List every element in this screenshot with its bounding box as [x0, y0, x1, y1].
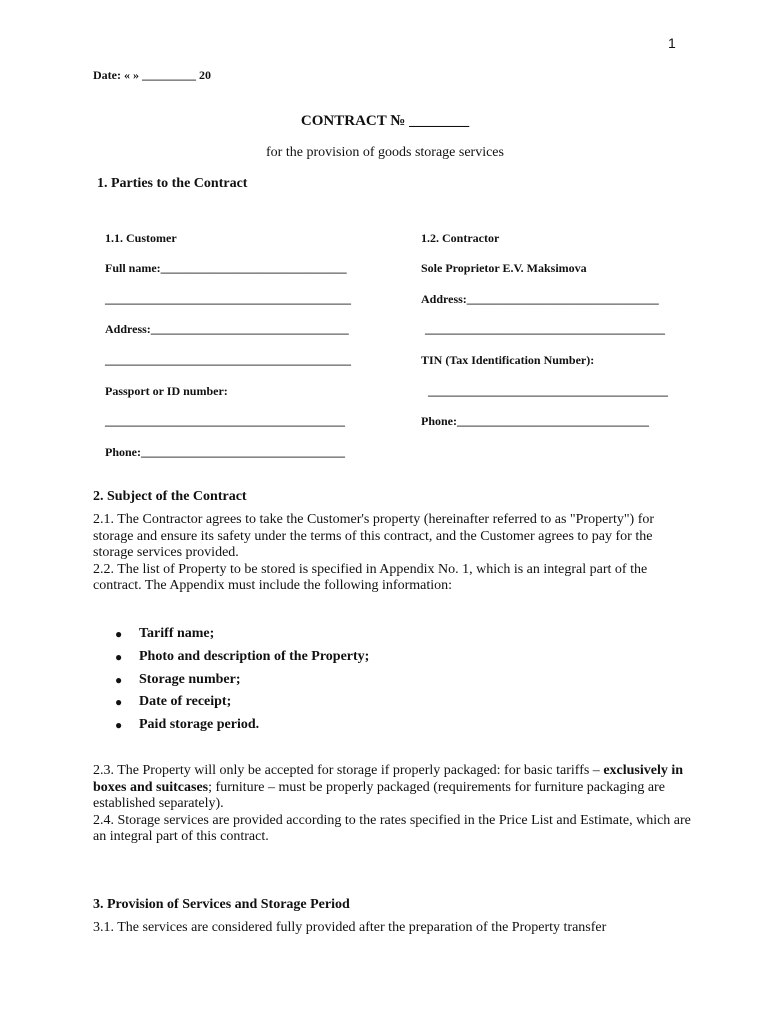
- appendix-info-list: [115, 623, 369, 737]
- contractor-phone-field: Phone:________________________________: [421, 414, 649, 428]
- clause-2-2: 2.2. The list of Property to be stored is specified in Appendix No. 1, which is an integral part of the contract. The Appendix must include the following information:: [93, 561, 648, 593]
- section1-heading: 1. Parties to the Contract: [97, 176, 248, 191]
- bullet-icon: ●: [115, 695, 123, 710]
- list-item: ● Paid storage period.: [115, 714, 369, 737]
- customer-full-name-field: Full name:_______________________________: [105, 261, 347, 275]
- customer-heading: 1.1. Customer: [105, 231, 177, 245]
- section3-heading: 3. Provision of Services and Storage Period: [93, 897, 350, 912]
- clause-2-3: 2.3. The Property will only be accepted for storage if properly packaged: for basic tariffs – exclusively in boxes and suitcases; furniture – must be properly packaged (requirements for furniture packaging are established separately).: [93, 763, 684, 811]
- customer-passport-field: Passport or ID number:: [105, 384, 228, 398]
- bullet-icon: ●: [115, 649, 123, 664]
- clause-2-3-emphasis: exclusively in boxes and suitcases: [93, 763, 684, 795]
- bullet-icon: ●: [115, 672, 123, 687]
- section2-heading: 2. Subject of the Contract: [93, 489, 247, 504]
- list-item: ● Tariff name;: [115, 623, 369, 646]
- contract-title: CONTRACT № ________: [300, 113, 470, 129]
- customer-blank-line-1: _________________________________________: [105, 292, 351, 306]
- section2-paragraphs: [93, 512, 693, 595]
- customer-blank-line-3: ________________________________________: [105, 414, 345, 428]
- date-line: Date: « » _________ 20: [93, 68, 211, 82]
- contractor-address-field: Address:________________________________: [421, 292, 659, 306]
- customer-address-field: Address:_________________________________: [105, 322, 349, 336]
- contract-subtitle: for the provision of goods storage services: [266, 145, 504, 160]
- list-item: ● Date of receipt;: [115, 691, 369, 714]
- list-item: ● Photo and description of the Property;: [115, 646, 369, 669]
- contractor-tin-field: TIN (Tax Identification Number):: [421, 353, 595, 367]
- customer-blank-line-2: _________________________________________: [105, 353, 351, 367]
- clause-2-1: 2.1. The Contractor agrees to take the Customer's property (hereinafter referred to as "Property") for storage and ensure its safety under the terms of this contract, and the Customer agrees to pay for the storage services provided.: [93, 512, 655, 560]
- clause-3-1: 3.1. The services are considered fully provided after the preparation of the Property transfer: [93, 920, 607, 935]
- page-number: 1: [668, 35, 676, 51]
- list-item: ● Storage number;: [115, 669, 369, 692]
- contractor-name: Sole Proprietor E.V. Maksimova: [421, 261, 587, 275]
- section2-paragraphs-continued: [93, 763, 693, 846]
- contractor-heading: 1.2. Contractor: [421, 231, 500, 245]
- customer-phone-field: Phone:__________________________________: [105, 445, 345, 459]
- bullet-icon: ●: [115, 627, 123, 641]
- contractor-blank-line-2: ________________________________________: [428, 384, 668, 398]
- bullet-icon: ●: [115, 718, 123, 733]
- contractor-blank-line-1: ________________________________________: [425, 322, 665, 336]
- clause-2-4: 2.4. Storage services are provided according to the rates specified in the Price List and Estimate, which are an integral part of this contract.: [93, 812, 691, 844]
